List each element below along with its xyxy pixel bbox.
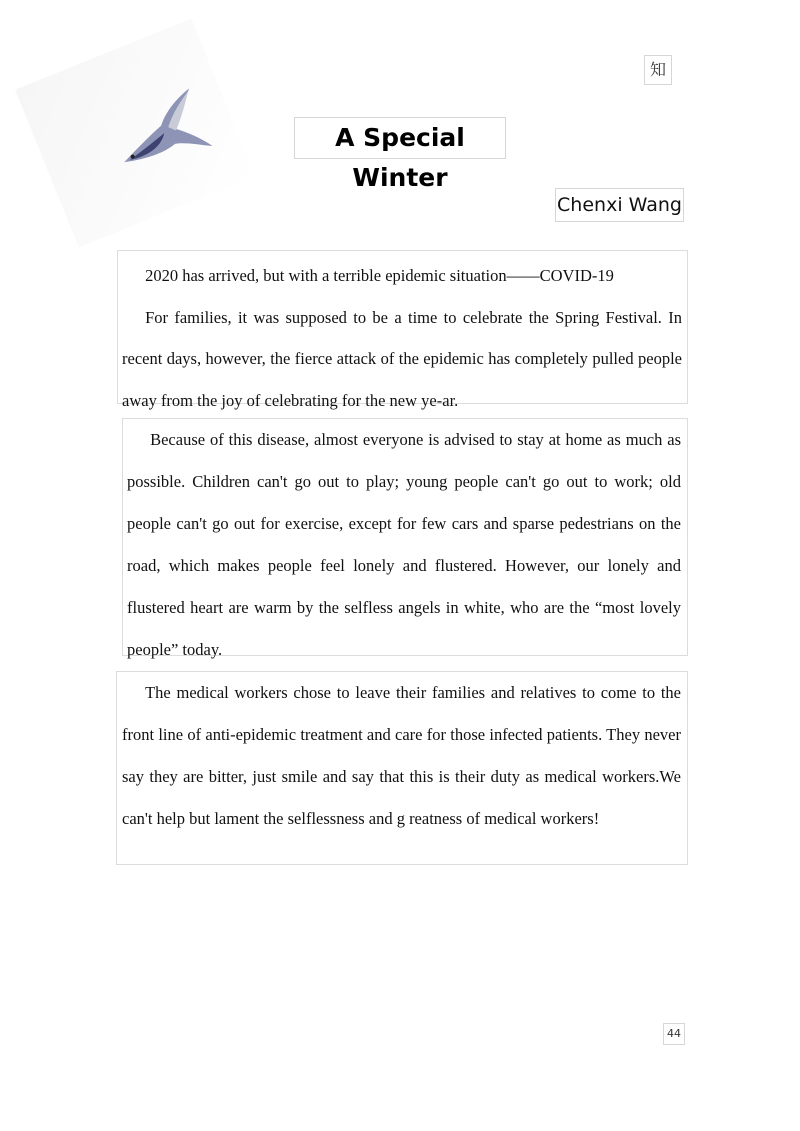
page-title: A Special Winter (294, 117, 506, 159)
swallow-icon (103, 84, 226, 196)
paragraph: Because of this disease, almost everyone is advised to stay at home as much as possible. Children can't go out to play; young people can't go out to work; old people can't go out for exercise, except for few cars and sparse pedestrians on the road, which makes people feel lonely and flustered. However, our lonely and flustered heart are warm by the selfless angels in white, who are the “most lovely people” today. (127, 430, 681, 659)
author-name: Chenxi Wang (555, 188, 684, 222)
paragraph: For families, it was supposed to be a time to celebrate the Spring Festival. In recent days, however, the fierce attack of the epidemic has completely pulled people away from the joy of celebrating for the new ye-ar. (122, 307, 682, 410)
paragraph: 2020 has arrived, but with a terrible epidemic situation——COVID-19 (145, 266, 614, 285)
text-box-stay-home (122, 418, 688, 659)
paragraph: The medical workers chose to leave their families and relatives to come to the front line of anti-epidemic treatment and care for those infected patients. They never say they are bitter, just smile and say that this is their duty as medical workers.We can't help but lament the selflessness and g reatness of medical workers! (122, 683, 681, 828)
decorative-illustration (15, 19, 255, 248)
text-box-medical-workers (116, 671, 688, 865)
corner-character: 知 (644, 55, 672, 85)
text-box-intro (117, 250, 688, 410)
page-number: 44 (663, 1023, 685, 1045)
